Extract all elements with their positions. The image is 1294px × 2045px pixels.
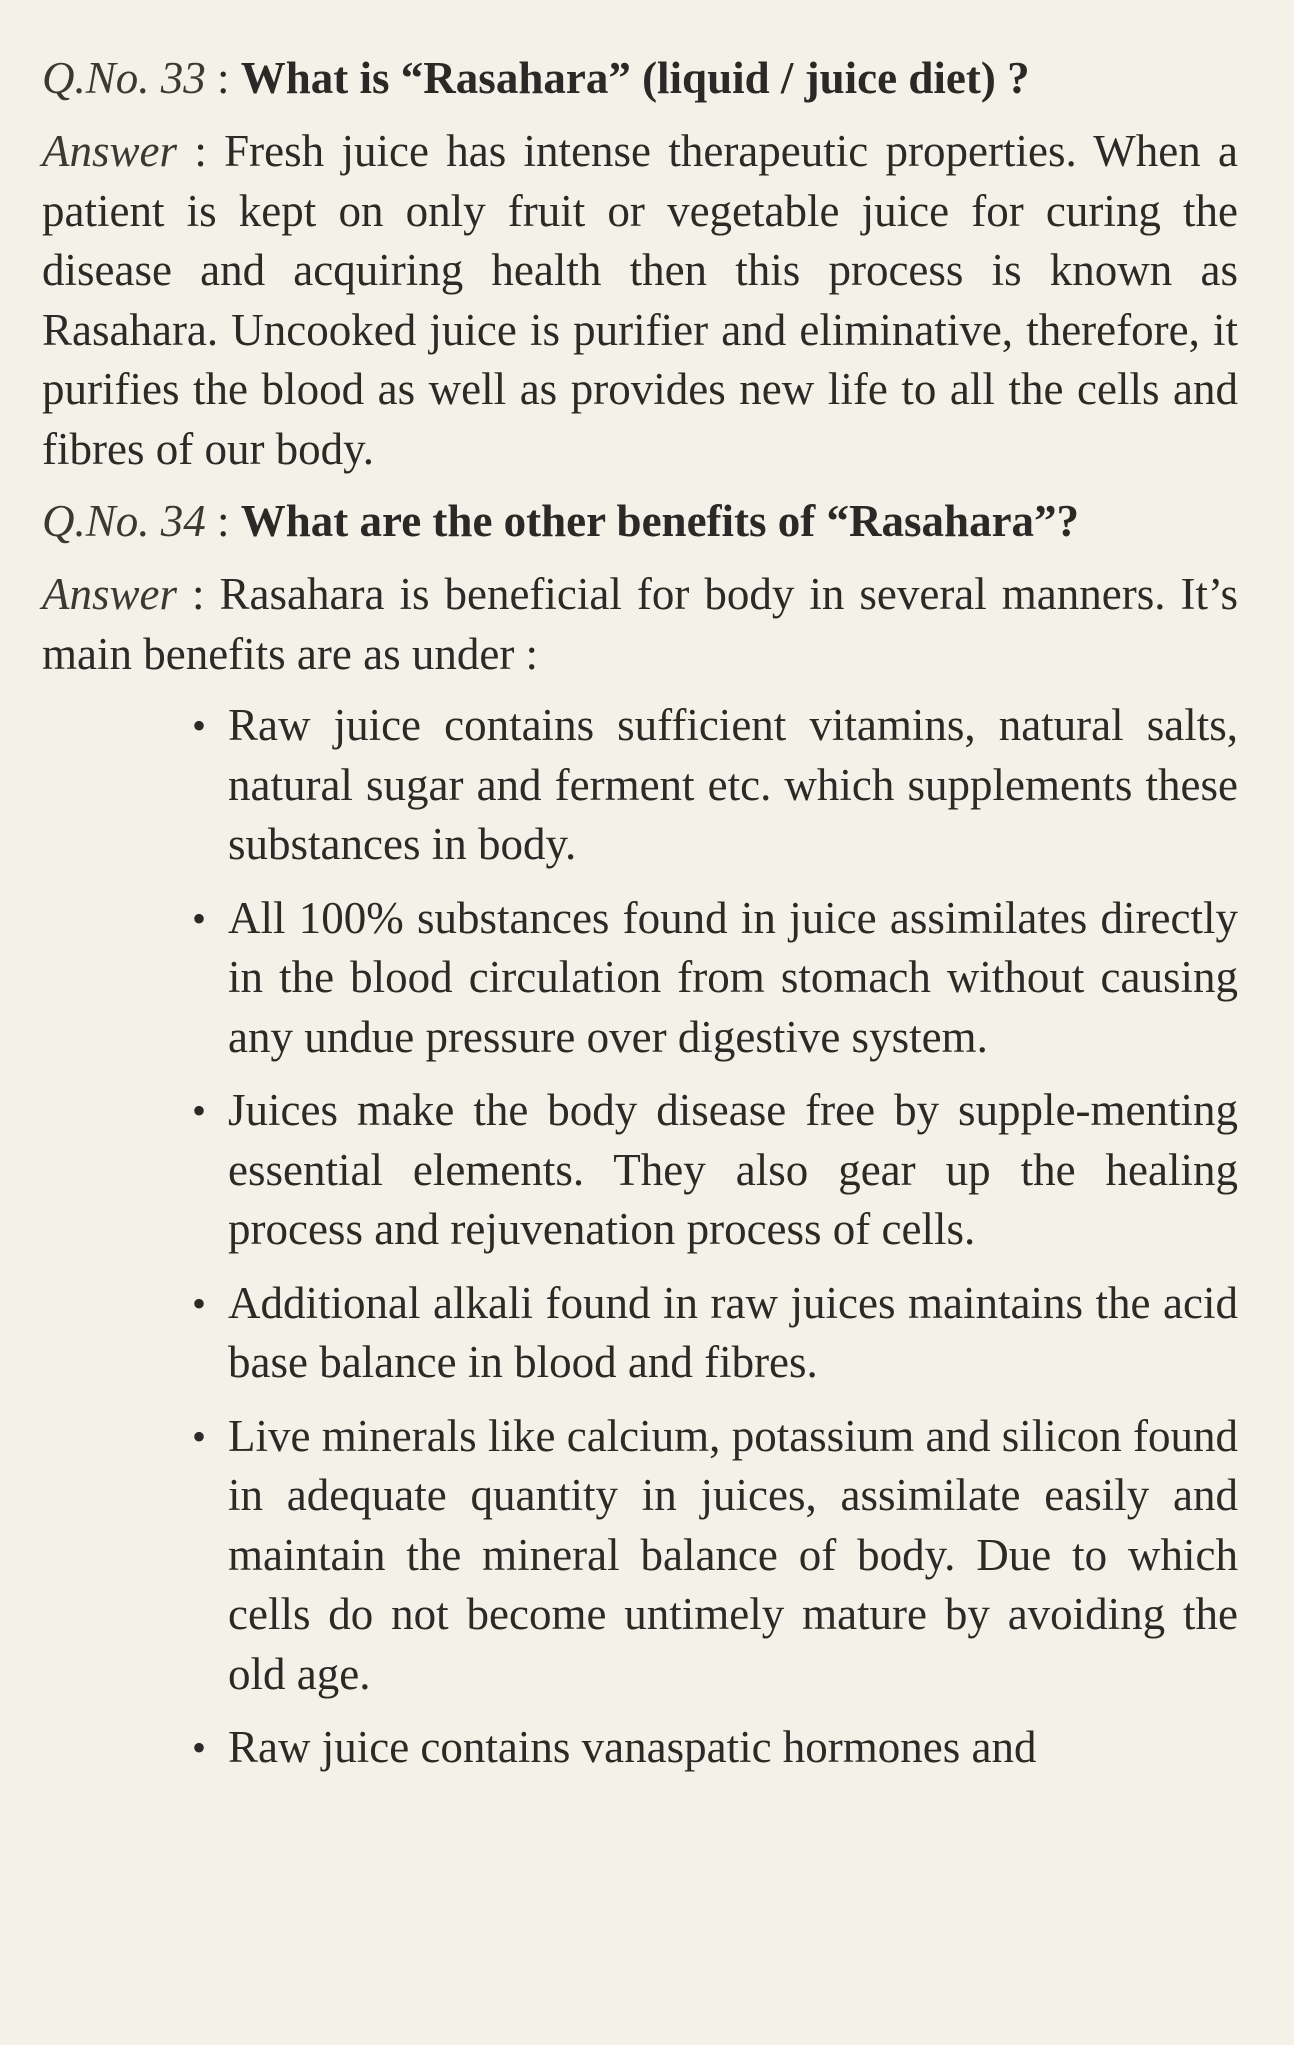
question-number: Q.No. 34: [42, 496, 206, 546]
question-34-block: [42, 491, 1238, 1778]
question-33-heading: [42, 48, 1238, 108]
bullet-icon: •: [192, 1413, 207, 1459]
question-text: What are the other benefits of “Rasahara”?: [240, 496, 1080, 546]
question-number: Q.No. 33: [42, 53, 206, 103]
answer-label: Answer: [42, 126, 177, 176]
answer-34-paragraph: [42, 565, 1238, 684]
bullet-icon: •: [192, 1280, 207, 1326]
answer-separator: :: [177, 126, 225, 176]
question-separator: :: [205, 53, 241, 103]
benefit-item: [192, 1274, 1238, 1393]
bullet-icon: •: [192, 1088, 207, 1133]
benefit-text: Live minerals like calcium, potassium and silicon found in adequate quantity in juices, assimilate easily and maintain the mineral balance of body. Due to which cells do not become untimely mature by avoiding the old age.: [228, 1410, 1238, 1699]
benefit-item: [192, 1718, 1238, 1778]
answer-text: Rasahara is beneficial for body in several manners. It’s main benefits are as under :: [42, 569, 1238, 679]
benefit-item: [192, 1407, 1238, 1705]
benefit-item: [192, 1081, 1238, 1260]
answer-separator: :: [177, 569, 220, 619]
question-33-block: [42, 48, 1238, 479]
answer-label: Answer: [42, 569, 177, 619]
bullet-icon: •: [192, 895, 207, 941]
bullet-icon: •: [192, 703, 207, 748]
answer-text: Fresh juice has intense therapeutic properties. When a patient is kept on only fruit or vegetable juice for curing the disease and acquiring health then this process is known as Rasahara. Uncooked juice is purifier and eliminative, therefore, it purifies the blood as well as provides new life to all the cells and fibres of our body.: [42, 126, 1238, 474]
answer-33-paragraph: [42, 122, 1238, 479]
question-text: What is “Rasahara” (liquid / juice diet) ?: [240, 53, 1030, 103]
benefit-text: Raw juice contains sufficient vitamins, natural salts, natural sugar and ferment etc. which supplements these substances in body.: [228, 700, 1238, 869]
benefit-item: [192, 696, 1238, 875]
benefit-text: All 100% substances found in juice assimilates directly in the blood circulation from stomach without causing any undue pressure over digestive system.: [228, 892, 1238, 1062]
benefits-list: [42, 696, 1238, 1778]
benefit-text: Juices make the body disease free by supple-menting essential elements. They also gear up the healing process and rejuvenation process of cells.: [228, 1085, 1238, 1254]
benefit-item: [192, 889, 1238, 1068]
question-34-heading: [42, 491, 1238, 551]
bullet-icon: •: [192, 1725, 207, 1770]
benefit-text: Additional alkali found in raw juices maintains the acid base balance in blood and fibres.: [228, 1277, 1238, 1387]
benefit-text: Raw juice contains vanaspatic hormones and: [228, 1722, 1037, 1772]
question-separator: :: [205, 496, 241, 546]
